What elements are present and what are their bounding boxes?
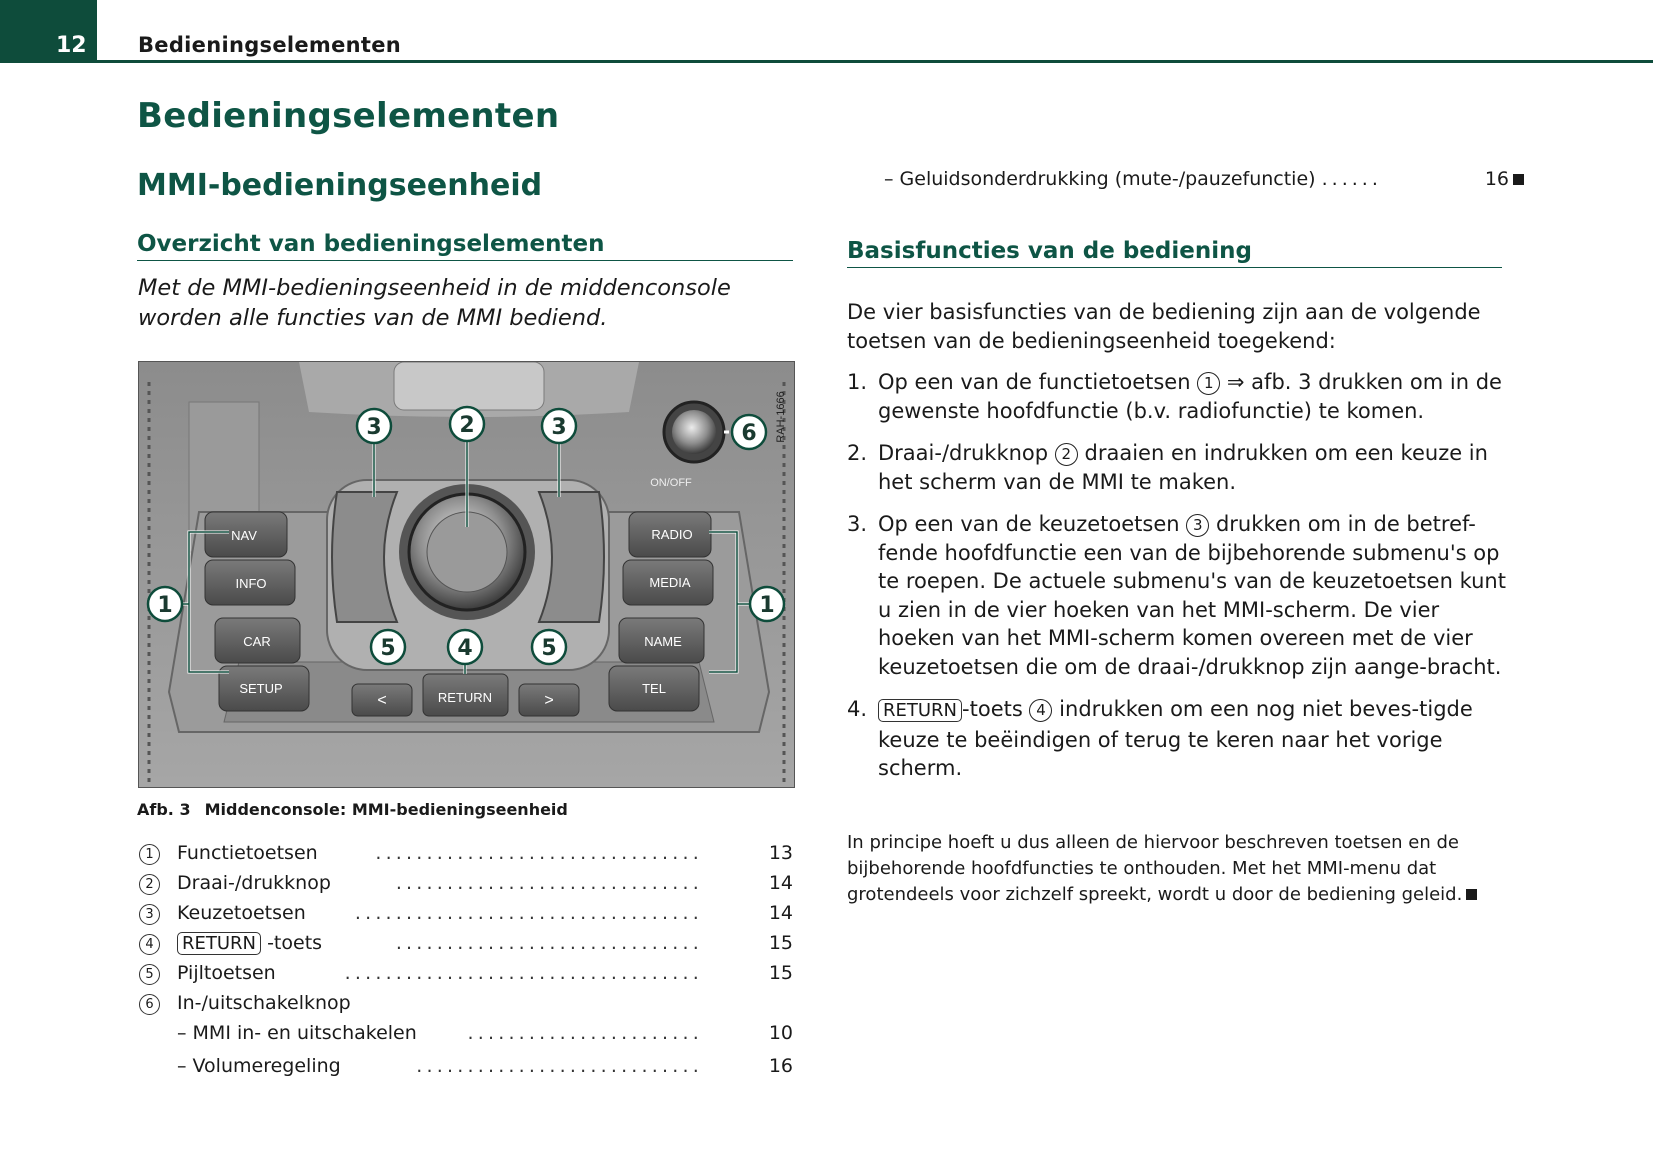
toc-text: Keuzetoetsen (177, 902, 306, 924)
intro-paragraph: De vier basisfuncties van de bediening zijn aan de volgende toetsen van de bedieningseenheid toegekend: (847, 300, 1481, 353)
toc-item (137, 898, 793, 928)
return-key: RETURN (177, 932, 261, 955)
figure-caption (137, 800, 568, 819)
toc-text: – Volumeregeling (177, 1055, 341, 1077)
svg-text:RAH-1666: RAH-1666 (775, 391, 787, 443)
toc-leader: ................................... (344, 962, 703, 984)
toc-number: 5 (139, 964, 160, 985)
toc-page: 14 (768, 872, 793, 894)
end-mark-icon (1513, 174, 1524, 185)
figure-code (775, 391, 787, 442)
steps-list (847, 368, 1507, 797)
btn-tel: TEL (642, 681, 666, 696)
svg-text:5: 5 (380, 636, 396, 661)
toc-leader: .................................. (354, 902, 703, 924)
toc-leader: ................................ (375, 842, 703, 864)
toc-subitem (137, 1018, 793, 1048)
toc-number: 3 (139, 904, 160, 925)
callout-3-right (542, 409, 576, 443)
svg-text:3: 3 (366, 415, 382, 440)
btn-name: NAME (644, 634, 682, 649)
toc-text: In-/uitschakelknop (177, 992, 351, 1014)
section-title: MMI-bedieningseenheid (137, 168, 543, 203)
toc-text: Pijltoetsen (177, 962, 276, 984)
btn-setup: SETUP (239, 681, 283, 696)
svg-text:1: 1 (759, 593, 775, 618)
toc-item (137, 958, 793, 988)
running-header: Bedieningselementen (138, 33, 402, 57)
callout-ref: 3 (1186, 514, 1209, 537)
toc-text: – MMI in- en uitschakelen (177, 1022, 417, 1044)
toc-item (137, 838, 793, 868)
callout-ref: 1 (1197, 372, 1220, 395)
toc-leader: .............................. (395, 872, 703, 894)
btn-media: MEDIA (649, 575, 691, 590)
step-item: 3. Op een van de keuzetoetsen 3 drukken om in de betref-fende hoofdfunctie een van de bijbehorende submenu's op te roepen. De actuele submenu's van de keuzetoetsen kunt u zien in de vier hoeken van het MMI-scherm. De vier hoeken van het MMI-scherm komen overeen met de vier keuzetoetsen die om de draai-/drukknop zijn aange-bracht. (847, 512, 1506, 679)
btn-radio: RADIO (651, 527, 693, 542)
right-subheading: Basisfuncties van de bediening (847, 238, 1502, 268)
toc-number: 6 (139, 994, 160, 1015)
btn-arrow-right: > (544, 692, 554, 709)
caption-label: Afb. 3 (137, 800, 191, 819)
toc-continuation (884, 168, 1524, 190)
end-mark-icon (1466, 889, 1477, 900)
label-onoff: ON/OFF (650, 477, 692, 489)
btn-info: INFO (235, 576, 267, 591)
caption-text: Middenconsole: MMI-bedieningseenheid (204, 800, 568, 819)
lead-paragraph: Met de MMI-bedieningseenheid in de middenconsole worden alle functies van de MMI bediend. (138, 275, 731, 331)
callout-1-right (750, 587, 784, 621)
callout-4 (448, 630, 482, 664)
callout-2 (450, 407, 484, 441)
toc-leader: ...... (1321, 168, 1382, 190)
page-number: 12 (56, 33, 87, 58)
toc-page: 10 (768, 1022, 793, 1044)
toc-text: – Geluidsonderdrukking (mute-/pauzefunctie) (884, 168, 1316, 190)
step-item: 1. Op een van de functietoetsen 1 ⇒ afb. 3 drukken om in de gewenste hoofdfunctie (b.v. radiofunctie) te komen. (847, 370, 1502, 423)
btn-nav: NAV (231, 528, 257, 543)
figure-mmi-console (138, 361, 795, 788)
toc-page: 13 (768, 842, 793, 864)
toc-subitem (137, 1051, 793, 1081)
toc-page: 15 (768, 932, 793, 954)
callout-5-right (532, 630, 566, 664)
svg-text:4: 4 (457, 636, 473, 661)
toc-text: Draai-/drukknop (177, 872, 331, 894)
svg-text:3: 3 (551, 415, 567, 440)
toc-item (137, 928, 793, 958)
svg-text:1: 1 (157, 593, 173, 618)
btn-car: CAR (243, 634, 271, 649)
toc-leader: ....................... (467, 1022, 703, 1044)
toc-page: 14 (768, 902, 793, 924)
step-item: 4. RETURN -toets 4 indrukken om een nog niet beves-tigde keuze te beëindigen of terug te keren naar het vorige scherm. (847, 697, 1473, 780)
callout-6 (732, 415, 766, 449)
return-key: RETURN (878, 699, 962, 722)
callout-ref: 2 (1055, 443, 1078, 466)
toc-leader: .............................. (395, 932, 703, 954)
left-subheading: Overzicht van bedieningselementen (137, 231, 793, 261)
toc-text: Functietoetsen (177, 842, 318, 864)
mmi-console-illustration (139, 362, 794, 787)
toc-page: 15 (768, 962, 793, 984)
note-paragraph: In principe hoeft u dus alleen de hiervoor beschreven toetsen en de bijbehorende hoofdfuncties te onthouden. Met het MMI-menu dat grotendeels voor zichzelf spreekt, wordt u door de bediening geleid. (847, 830, 1507, 908)
page-title: Bedieningselementen (137, 96, 560, 136)
toc-item (137, 988, 793, 1018)
svg-text:6: 6 (741, 421, 757, 446)
toc-number: 1 (139, 844, 160, 865)
step-item: 2. Draai-/drukknop 2 draaien en indrukken om een keuze in het scherm van de MMI te maken. (847, 441, 1488, 494)
btn-return: RETURN (437, 690, 493, 705)
toc-page: 16 (768, 1055, 793, 1077)
callout-5-left (371, 630, 405, 664)
header-rule (97, 60, 1653, 63)
toc-number: 4 (139, 934, 160, 955)
callout-3-left (357, 409, 391, 443)
toc-list (137, 838, 793, 1081)
toc-leader: ............................ (416, 1055, 703, 1077)
toc-text: -toets (261, 932, 323, 954)
toc-page: 16 (1484, 168, 1509, 190)
callout-ref: 4 (1029, 699, 1052, 722)
toc-number: 2 (139, 874, 160, 895)
svg-text:5: 5 (541, 636, 557, 661)
svg-text:2: 2 (459, 413, 475, 438)
callout-1-left (148, 587, 182, 621)
toc-item (137, 868, 793, 898)
btn-arrow-left: < (377, 692, 387, 709)
